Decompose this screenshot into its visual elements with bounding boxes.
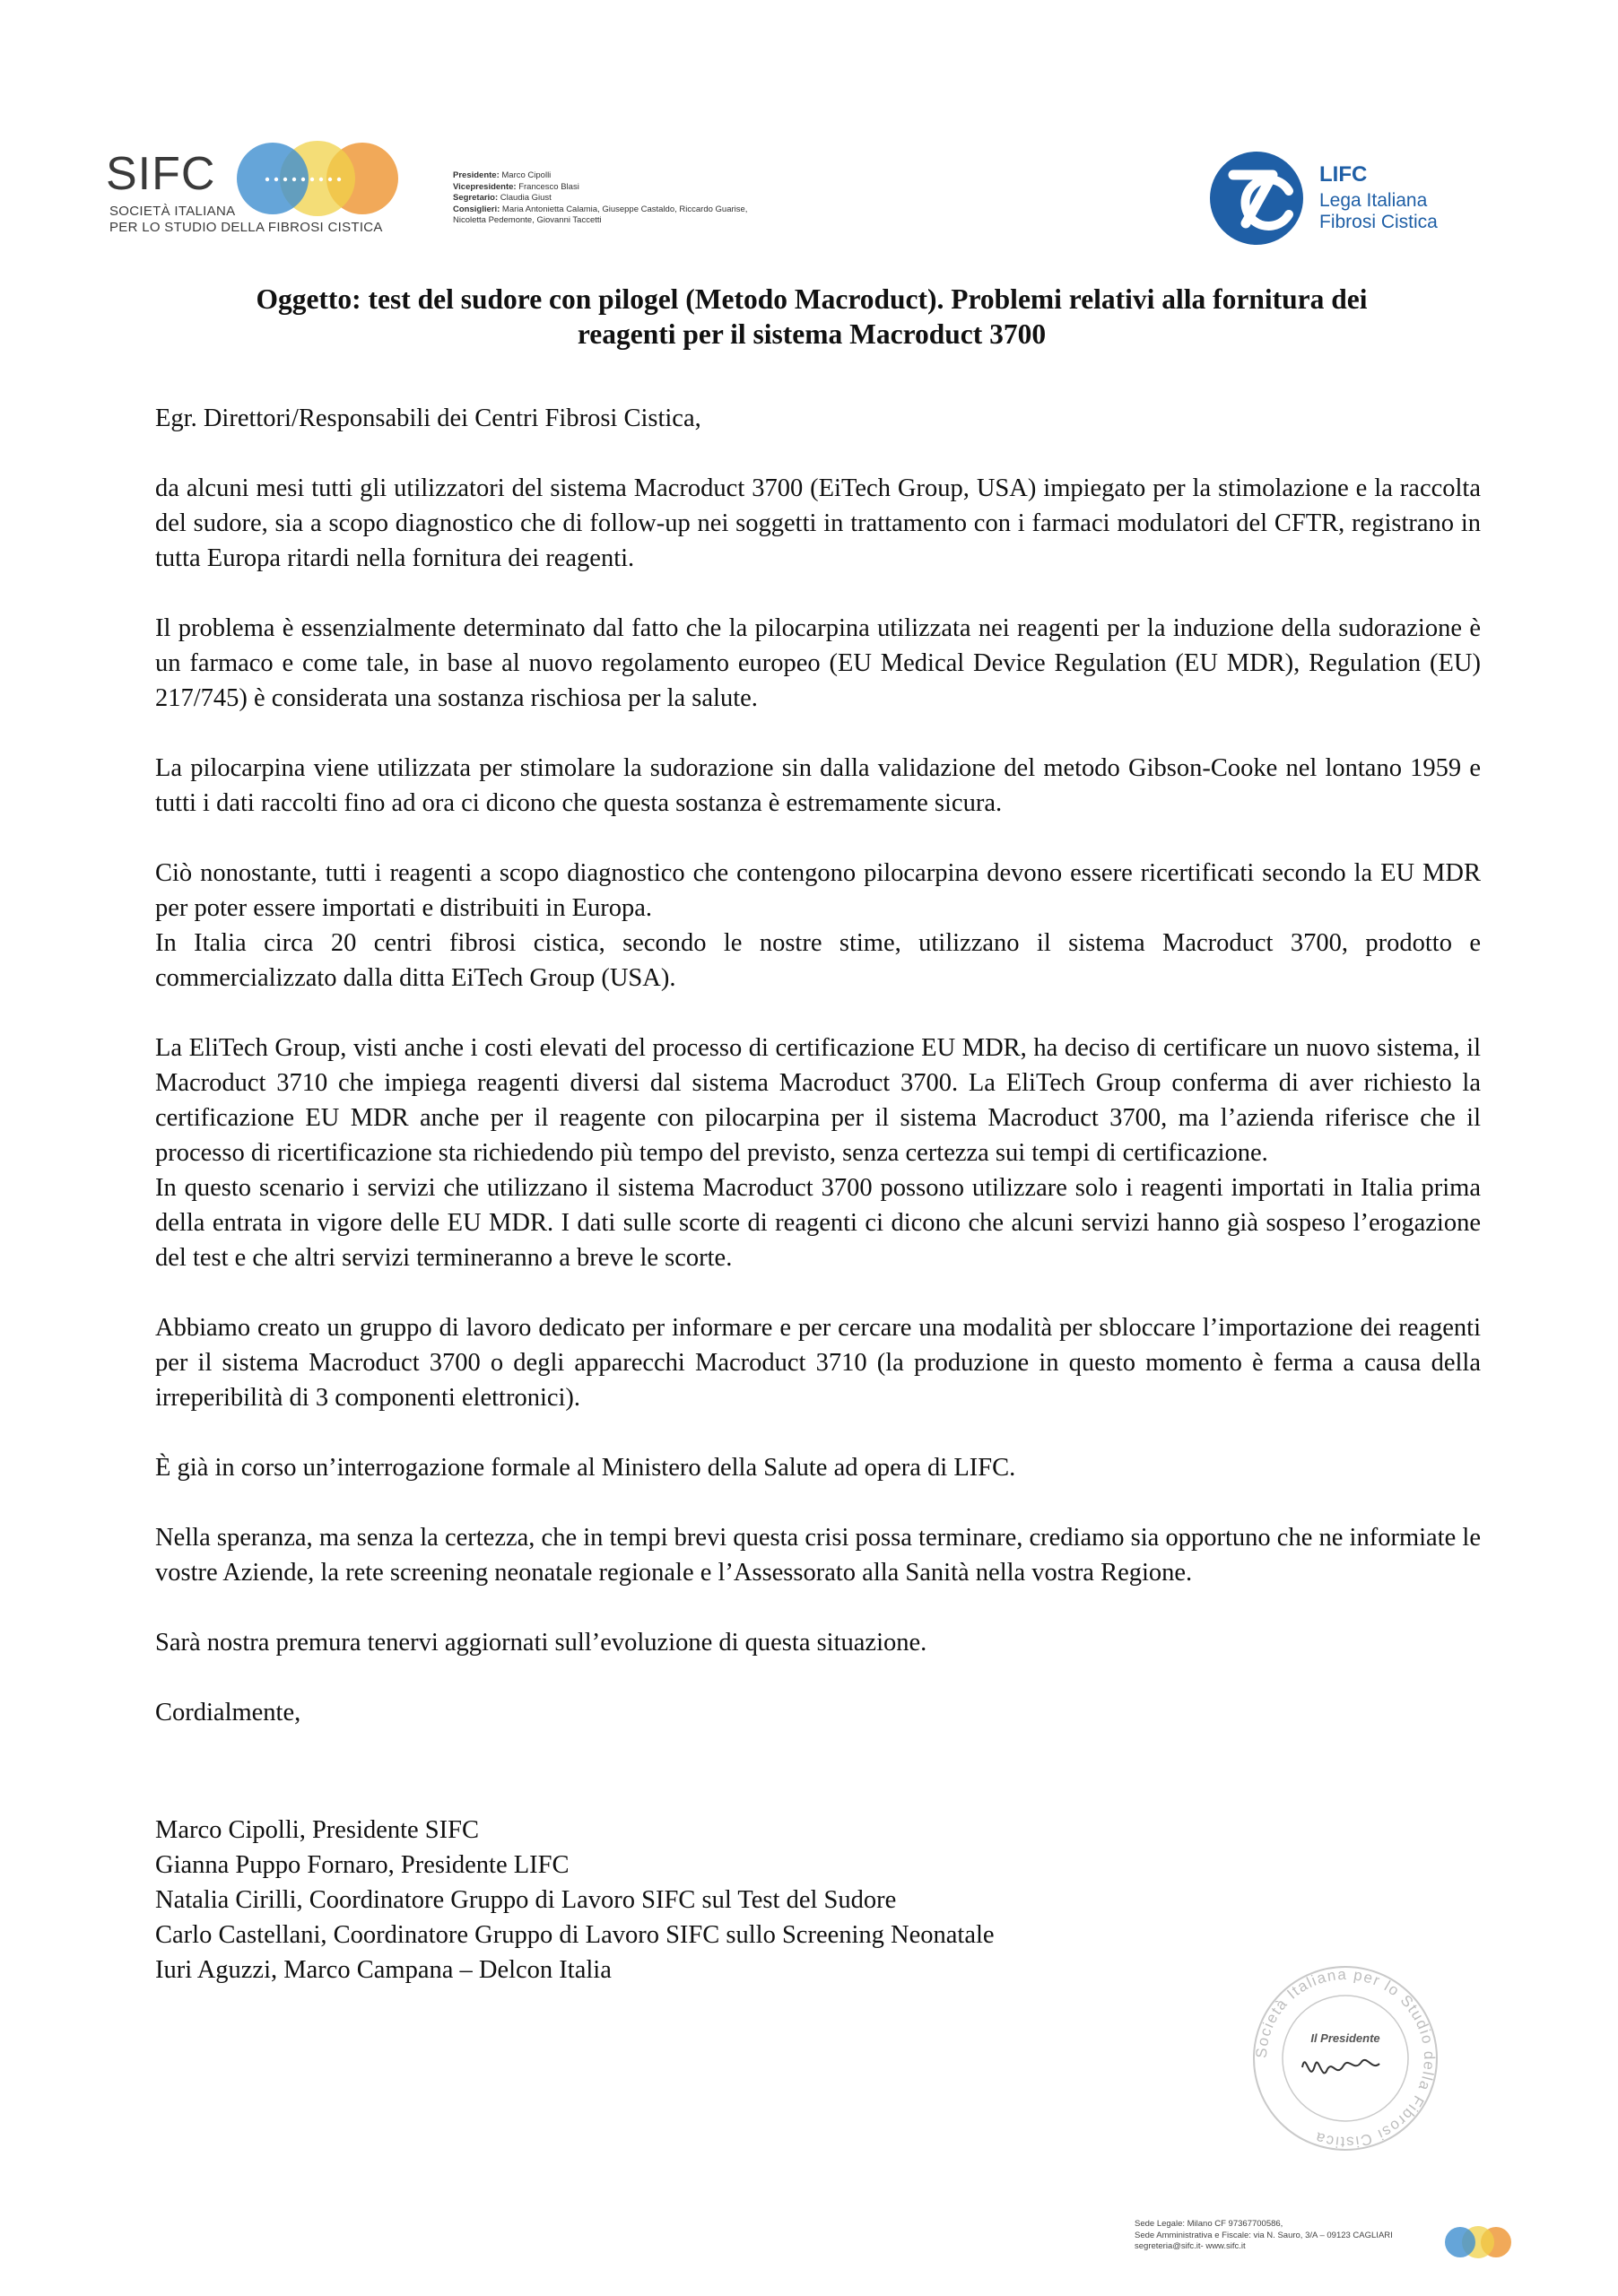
paragraph: Ciò nonostante, tutti i reagenti a scopo diagnostico che contengono pilocarpina devono essere ricertificati secondo la EU MDR per poter essere importati e distribuiti in Europa.: [155, 859, 1481, 922]
paragraph: La EliTech Group, visti anche i costi elevati del processo di certificazione EU MDR, ha deciso di certificare un nuovo sistema, il Macroduct 3710 che impiega reagenti diversi dal sistema Macroduct 3700. La EliTech Group conferma di aver richiesto la certificazione EU MDR anche per il reagente con pilocarpina per il sistema Macroduct 3700, ma l’azienda riferisce che il processo di ricertificazione sta richiedendo più tempo del previsto, senza certezza sui tempi di certificazione.: [155, 1034, 1481, 1167]
lifc-line1: Lega Italiana: [1319, 190, 1428, 211]
lifc-emblem-icon: [1206, 148, 1307, 248]
paragraph: In Italia circa 20 centri fibrosi cistica, secondo le nostre stime, utilizzano il sistema Macroduct 3700, prodotto e commercializzato dalla ditta EiTech Group (USA).: [155, 929, 1481, 992]
board-line: Vicepresidente: Francesco Blasi: [453, 181, 579, 192]
board-line: Consiglieri: Maria Antonietta Calamia, Giuseppe Castaldo, Riccardo Guarise,: [453, 204, 748, 214]
signature-icon: [1302, 2060, 1379, 2073]
president-stamp: [1247, 1960, 1444, 2157]
footer-line: segreteria@sifc.it- www.sifc.it: [1135, 2241, 1246, 2251]
salutation: Egr. Direttori/Responsabili dei Centri Fibrosi Cistica,: [155, 404, 701, 432]
paragraph: Nella speranza, ma senza la certezza, che in tempi brevi questa crisi possa terminare, crediamo sia opportuno che ne informiate le vostre Aziende, la rete screening neonatale regionale e l’Assessorato alla Sanità nella vostra Regione.: [155, 1524, 1481, 1587]
footer-address: [1135, 2219, 1440, 2253]
board-line: Nicoletta Pedemonte, Giovanni Taccetti: [453, 215, 602, 225]
letter-body: [155, 401, 1481, 1765]
sifc-logo: [106, 133, 429, 240]
board-line: Presidente: Marco Cipolli: [453, 170, 552, 180]
paragraph: In questo scenario i servizi che utilizzano il sistema Macroduct 3700 possono utilizzare solo i reagenti importati in Italia prima della entrata in vigore delle EU MDR. I dati sulle scorte di reagenti ci dicono che alcuni servizi hanno già sospeso l’erogazione del test e che altri servizi termineranno a breve le scorte.: [155, 1174, 1481, 1272]
paragraph: Il problema è essenzialmente determinato dal fatto che la pilocarpina utilizzata nei reagenti per la induzione della sudorazione è un farmaco e come tale, in base al nuovo regolamento europeo (EU Medical Device Regulation (EU MDR), Regulation (EU) 217/745) è considerata una sostanza rischiosa per la salute.: [155, 614, 1481, 712]
lifc-line2: Fibrosi Cistica: [1319, 212, 1438, 232]
stamp-center-text: Il Presidente: [1310, 2031, 1380, 2045]
paragraph: La pilocarpina viene utilizzata per stimolare la sudorazione sin dalla validazione del metodo Gibson-Cooke nel lontano 1959 e tutti i dati raccolti fino ad ora ci dicono che questa sostanza è estremamente sicura.: [155, 754, 1481, 817]
paragraph: Abbiamo creato un gruppo di lavoro dedicato per informare e per cercare una modalità per sbloccare l’importazione dei reagenti per il sistema Macroduct 3700 o degli apparecchi Macroduct 3710 (la produzione in questo momento è ferma a causa della irreperibilità di 3 componenti elettronici).: [155, 1314, 1481, 1412]
signatory: Carlo Castellani, Coordinatore Gruppo di Lavoro SIFC sullo Screening Neonatale: [155, 1921, 995, 1949]
paragraph: da alcuni mesi tutti gli utilizzatori del sistema Macroduct 3700 (EiTech Group, USA) impiegato per la stimolazione e la raccolta del sudore, sia a scopo diagnostico che di follow-up nei soggetti in trattamento con i farmaci modulatori del CFTR, registrano in tutta Europa ritardi nella fornitura dei reagenti.: [155, 474, 1481, 572]
footer-line: Sede Amministrativa e Fiscale: via N. Sauro, 3/A – 09123 CAGLIARI: [1135, 2230, 1393, 2240]
footer-line: Sede Legale: Milano CF 97367700586,: [1135, 2219, 1283, 2229]
stamp-ring-text: Società Italiana per lo Studio della Fibrosi Cistica: [1252, 1965, 1439, 2152]
signatory: Natalia Cirilli, Coordinatore Gruppo di Lavoro SIFC sul Test del Sudore: [155, 1886, 897, 1914]
board-line: Segretario: Claudia Giust: [453, 193, 552, 203]
sifc-name: SIFC: [106, 148, 216, 200]
sifc-subtitle-line2: PER LO STUDIO DELLA FIBROSI CISTICA: [109, 220, 383, 235]
subject-line2: reagenti per il sistema Macroduct 3700: [577, 318, 1047, 350]
paragraph: È già in corso un’interrogazione formale al Ministero della Salute ad opera di LIFC.: [155, 1454, 1016, 1482]
closing: Cordialmente,: [155, 1699, 301, 1726]
paragraph: Sarà nostra premura tenervi aggiornati sull’evoluzione di questa situazione.: [155, 1629, 927, 1657]
lifc-logo: [1206, 148, 1440, 247]
sifc-subtitle-line1: SOCIETÀ ITALIANA: [109, 204, 236, 219]
letter-subject: [152, 282, 1471, 352]
signatory: Gianna Puppo Fornaro, Presidente LIFC: [155, 1851, 570, 1879]
signatory: Iuri Aguzzi, Marco Campana – Delcon Italia: [155, 1956, 612, 1984]
board-list: [453, 170, 812, 227]
subject-line1: Oggetto: test del sudore con pilogel (Metodo Macroduct). Problemi relativi alla fornitura dei: [256, 283, 1368, 315]
footer-sifc-circles-icon: [1442, 2224, 1514, 2260]
lifc-acronym: LIFC: [1319, 162, 1368, 187]
lifc-wordmark: [1319, 164, 1438, 231]
signatories: [155, 1813, 995, 1987]
signatory: Marco Cipolli, Presidente SIFC: [155, 1816, 479, 1844]
